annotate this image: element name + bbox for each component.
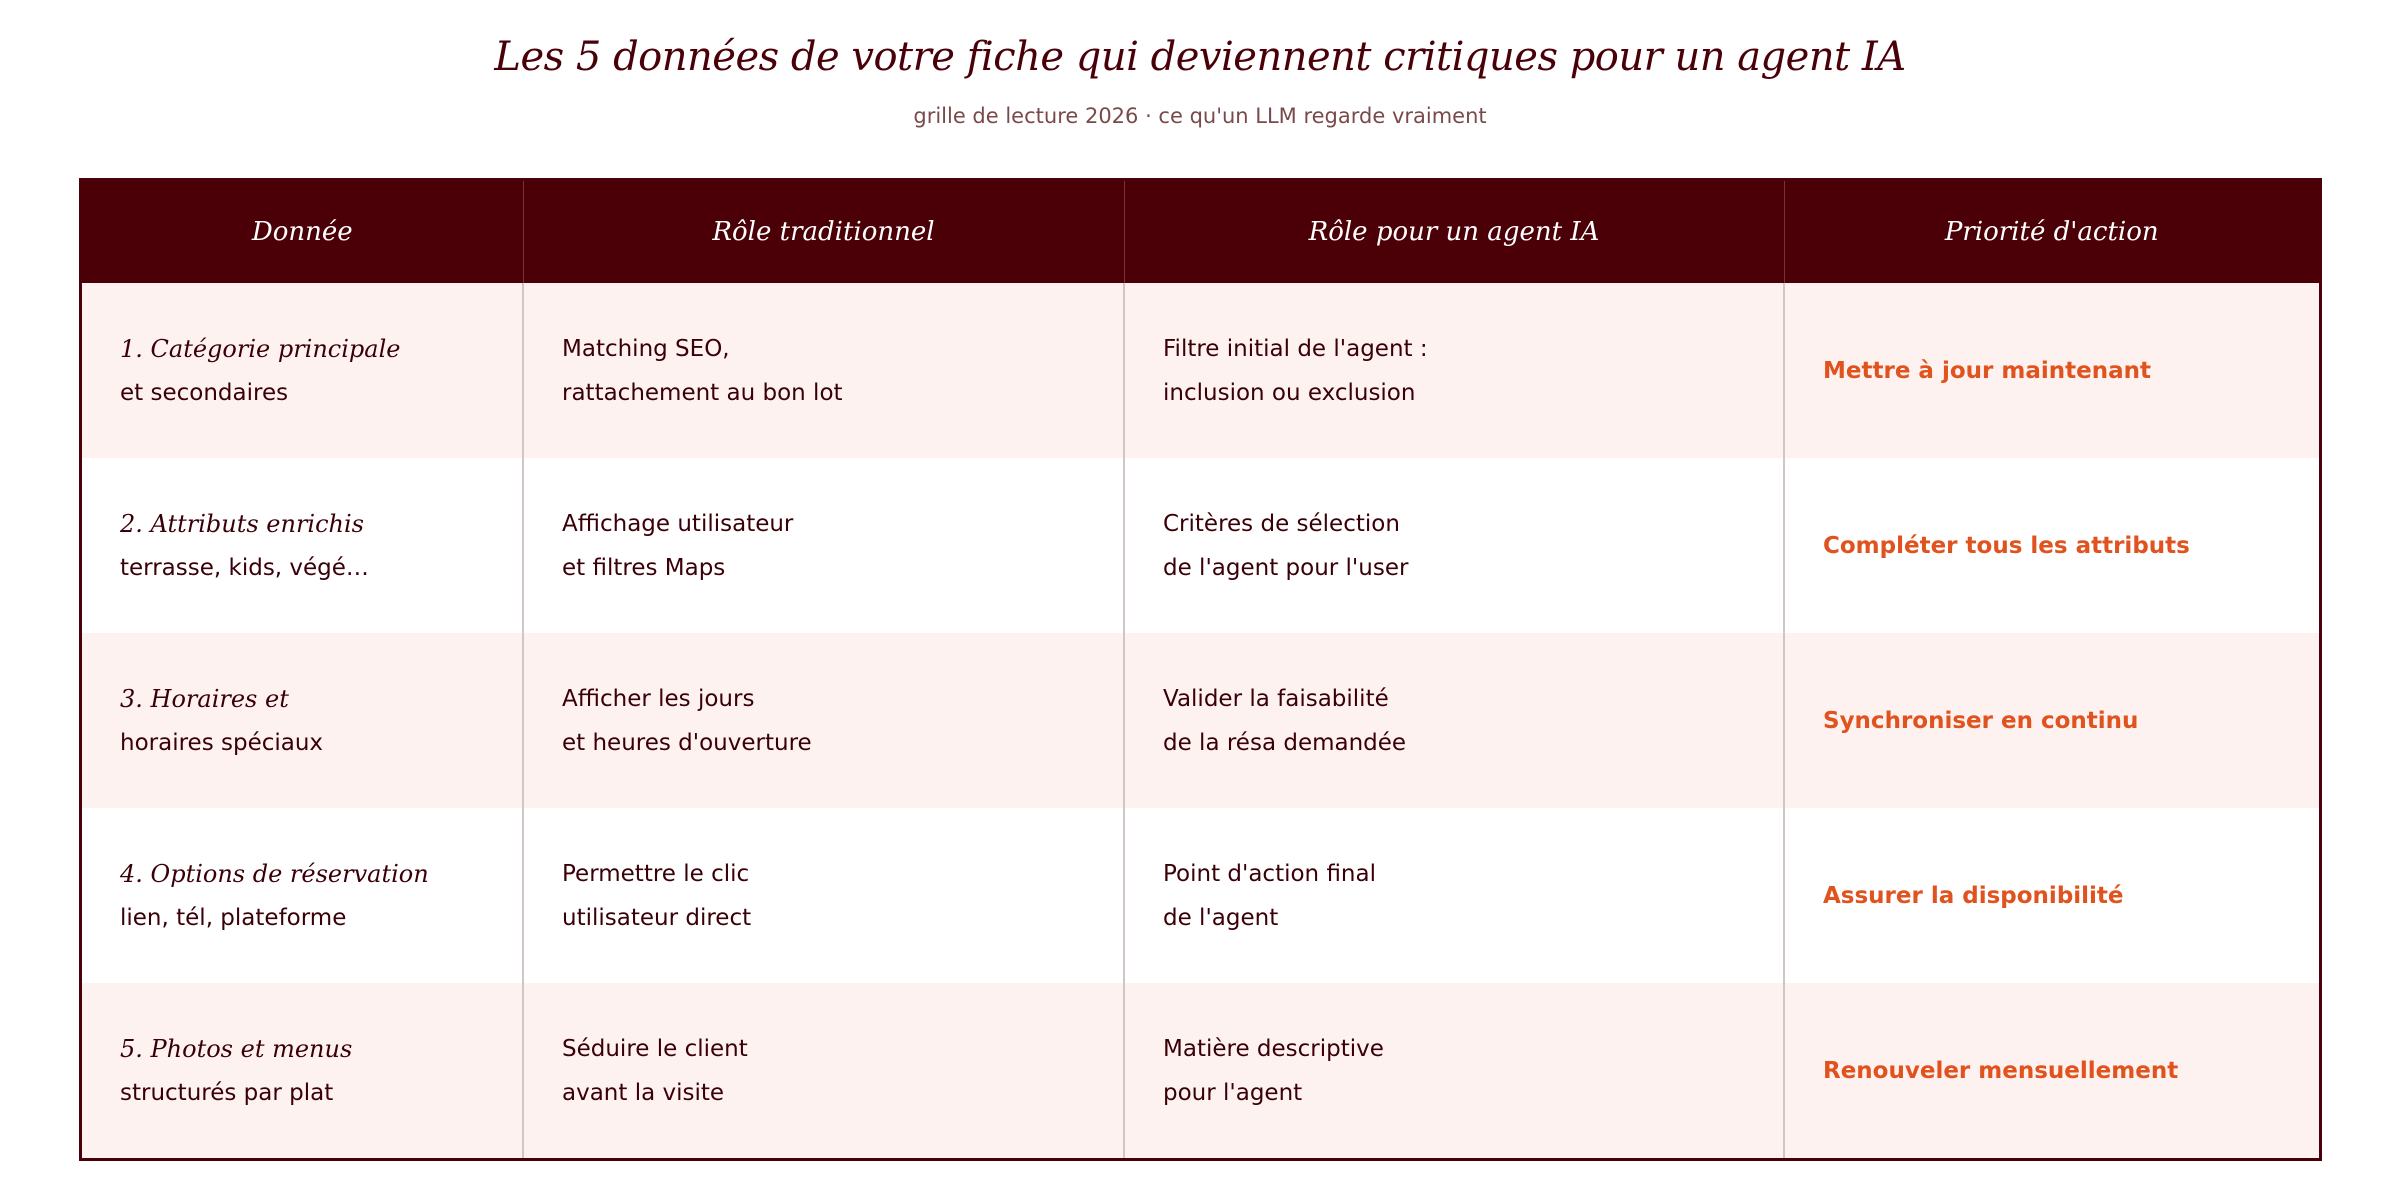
cell-priorite	[1784, 983, 2319, 1158]
priority-label: Assurer la disponibilité	[1823, 882, 2124, 909]
agent-line: pour l'agent	[1163, 1079, 1303, 1106]
data-title: 5. Photos et menus	[120, 1034, 353, 1063]
header-donnee: Donnée	[82, 181, 523, 283]
agent-line: de la résa demandée	[1163, 729, 1407, 756]
traditional-line: Matching SEO,	[562, 335, 730, 362]
header-priorite: Priorité d'action	[1784, 181, 2319, 283]
agent-line: Point d'action final	[1163, 860, 1376, 887]
data-subtitle: horaires spéciaux	[120, 729, 324, 756]
cell-donnee	[82, 633, 523, 808]
agent-line: Critères de sélection	[1163, 510, 1400, 537]
cell-role-traditionnel	[523, 633, 1124, 808]
traditional-line: Affichage utilisateur	[562, 510, 794, 537]
agent-line: inclusion ou exclusion	[1163, 379, 1416, 406]
header-role-traditionnel: Rôle traditionnel	[523, 181, 1124, 283]
cell-role-agent	[1124, 283, 1784, 458]
data-table	[79, 178, 2322, 1161]
header-role-agent-ia: Rôle pour un agent IA	[1124, 181, 1784, 283]
data-title: 3. Horaires et	[120, 684, 289, 713]
cell-donnee	[82, 283, 523, 458]
traditional-line: rattachement au bon lot	[562, 379, 843, 406]
data-subtitle: terrasse, kids, végé…	[120, 554, 369, 581]
agent-line: de l'agent pour l'user	[1163, 554, 1409, 581]
priority-label: Compléter tous les attributs	[1823, 532, 2190, 559]
table-row	[82, 458, 2319, 633]
traditional-line: avant la visite	[562, 1079, 725, 1106]
table-row	[82, 983, 2319, 1158]
priority-label: Synchroniser en continu	[1823, 707, 2139, 734]
cell-role-traditionnel	[523, 283, 1124, 458]
cell-priorite	[1784, 808, 2319, 983]
agent-line: Valider la faisabilité	[1163, 685, 1389, 712]
data-subtitle: structurés par plat	[120, 1079, 334, 1106]
priority-label: Mettre à jour maintenant	[1823, 357, 2151, 384]
traditional-line: Séduire le client	[562, 1035, 748, 1062]
data-title: 2. Attributs enrichis	[120, 509, 364, 538]
table-row	[82, 633, 2319, 808]
priority-label: Renouveler mensuellement	[1823, 1057, 2179, 1084]
traditional-line: Permettre le clic	[562, 860, 750, 887]
cell-role-agent	[1124, 458, 1784, 633]
cell-priorite	[1784, 283, 2319, 458]
cell-donnee	[82, 983, 523, 1158]
cell-role-traditionnel	[523, 808, 1124, 983]
data-title: 1. Catégorie principale	[120, 334, 401, 363]
page-subtitle: grille de lecture 2026 · ce qu'un LLM regarde vraiment	[913, 104, 1487, 128]
cell-priorite	[1784, 458, 2319, 633]
agent-line: Matière descriptive	[1163, 1035, 1384, 1062]
cell-donnee	[82, 808, 523, 983]
cell-role-traditionnel	[523, 983, 1124, 1158]
table-row	[82, 808, 2319, 983]
data-title: 4. Options de réservation	[120, 859, 429, 888]
cell-role-traditionnel	[523, 458, 1124, 633]
data-subtitle: et secondaires	[120, 379, 289, 406]
table-header-row	[82, 181, 2319, 283]
traditional-line: Afficher les jours	[562, 685, 755, 712]
cell-role-agent	[1124, 983, 1784, 1158]
data-subtitle: lien, tél, plateforme	[120, 904, 347, 931]
cell-priorite	[1784, 633, 2319, 808]
cell-donnee	[82, 458, 523, 633]
cell-role-agent	[1124, 808, 1784, 983]
table-row	[82, 283, 2319, 458]
cell-role-agent	[1124, 633, 1784, 808]
traditional-line: et heures d'ouverture	[562, 729, 812, 756]
agent-line: Filtre initial de l'agent :	[1163, 335, 1428, 362]
traditional-line: et filtres Maps	[562, 554, 726, 581]
traditional-line: utilisateur direct	[562, 904, 752, 931]
page-title: Les 5 données de votre fiche qui deviennent critiques pour un agent IA	[494, 34, 1906, 80]
agent-line: de l'agent	[1163, 904, 1279, 931]
